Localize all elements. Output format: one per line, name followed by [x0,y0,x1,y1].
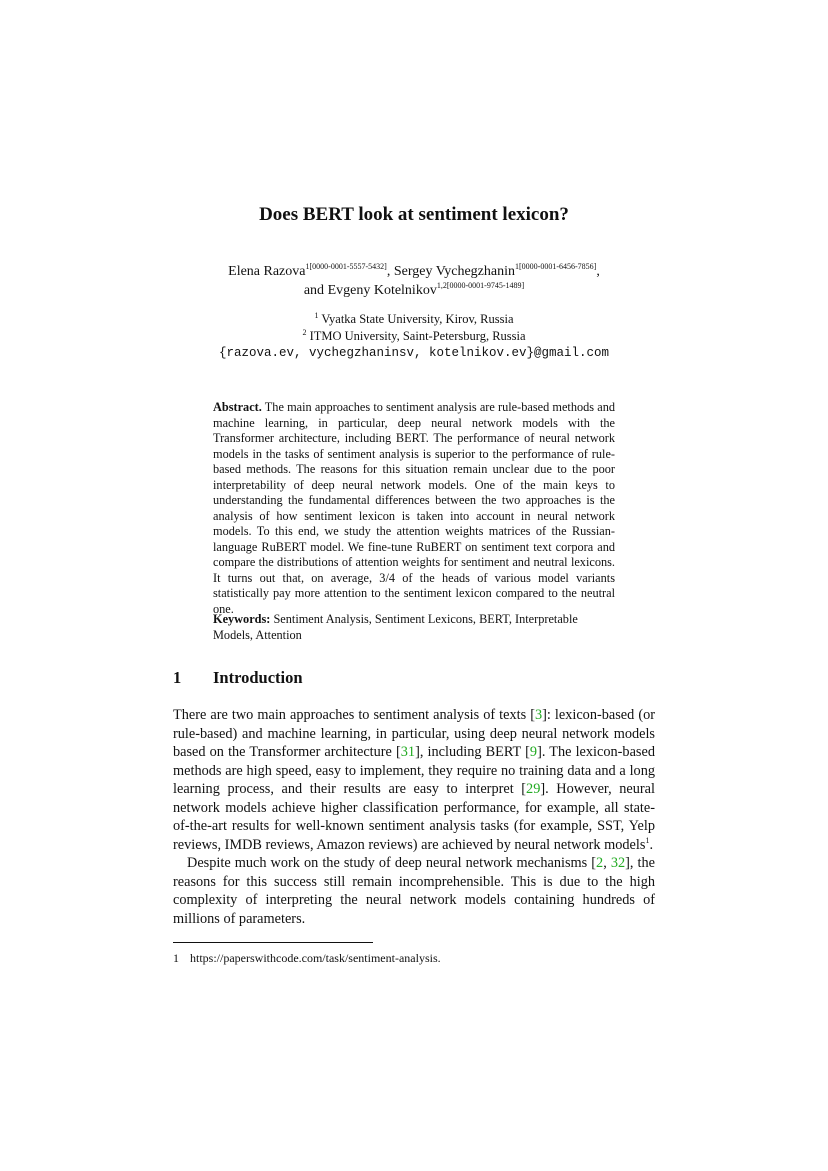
paragraph-text: There are two main approaches to sentiment analysis of texts [ [173,707,535,723]
section-title: Introduction [213,668,303,687]
paper-title: Does BERT look at sentiment lexicon? [259,204,569,225]
affiliation-number: 2 [302,328,307,337]
author-separator: , [386,264,394,279]
paragraph-text: . [649,836,654,853]
footnote-mark: 1 [173,951,179,965]
affiliation-number: 1 [314,311,319,320]
affiliation-text: Vyatka State University, Kirov, Russia [318,312,514,326]
citation-link[interactable]: 2 [596,855,604,871]
citation-link[interactable]: 9 [529,744,538,760]
paragraph-text: , [603,855,611,871]
author-emails: {razova.ev, vychegzhaninsv, kotelnikov.ev}@gmail.com [218,346,610,360]
paragraph-text: ]: lexicon-based (or rule-based) and machine learning, in particular, using deep neural network models based on the Transformer architecture [ [173,707,655,760]
section-number: 1 [173,668,182,687]
author-name: Sergey Vychegzhanin [393,264,516,279]
affiliation-line [0,328,828,345]
section-body [173,706,655,928]
footnote-ref[interactable]: 1 [645,835,650,845]
footnote-text: https://paperswithcode.com/task/sentiment-analysis. [190,951,441,965]
citation-link[interactable]: 32 [610,855,626,871]
paragraph-text: Despite much work on the study of deep neural network mechanisms [ [187,855,597,871]
keywords [213,612,615,643]
author-orcid: 1,2[0000-0001-9745-1489] [436,281,525,290]
paragraph-text: ]. The lexicon-based methods are high speed, easy to implement, they require no training data and a long learning process, and their results are easy to interpret [ [173,744,655,797]
author-separator: , [596,264,600,279]
abstract-text: The main approaches to sentiment analysis are rule-based methods and machine learning, in particular, deep neural network models with the Transformer architecture, including BERT. The performance of neural network models in the tasks of sentiment analysis is superior to the performance of rule-based methods. The reasons for this situation remain unclear due to the poor interpretability of deep neural network models. One of the main keys to understanding the fundamental differences between the two approaches is the analysis of how sentiment lexicon is taken into account in neural network models. To this end, we study the attention weights matrices of the Russian-language RuBERT model. We fine-tune RuBERT on sentiment text corpora and compare the distributions of attention weights for sentiment and neutral lexicons. It turns out that, on average, 3/4 of the heads of various model variants statistically pay more attention to the sentiment lexicon compared to the neutral one. [213,400,615,616]
affiliation-line [0,311,828,328]
author-name: Elena Razova [228,264,306,279]
keywords-label: Keywords: [213,612,271,626]
keywords-text: Sentiment Analysis, Sentiment Lexicons, BERT, Interpretable Models, Attention [213,612,578,642]
author-conjunction: and [303,283,328,298]
affiliation-text: ITMO University, Saint-Petersburg, Russia [306,329,526,343]
citation-link[interactable]: 31 [400,744,416,760]
paragraph-text: ], including BERT [ [415,744,530,760]
author-name: Evgeny Kotelnikov [327,283,437,298]
section-heading [173,668,303,688]
abstract-label: Abstract. [213,400,262,414]
abstract [213,400,615,617]
footnote-divider [173,942,373,943]
paragraph [173,854,655,928]
citation-link[interactable]: 3 [534,707,543,723]
author-orcid: 1[0000-0001-6456-7856] [515,262,597,271]
paragraph [173,706,655,854]
affiliations [0,311,828,362]
paragraph-text: ]. However, neural network models achieve higher classification performance, for example, all state-of-the-art results for well-known sentiment analysis tasks (for example, SST, Yelp reviews, IMDB reviews, Amazon reviews) are achieved by neural network models [173,781,656,853]
author-list [0,262,828,300]
author-orcid: 1[0000-0001-5557-5432] [305,262,387,271]
footnote [173,951,441,966]
citation-link[interactable]: 29 [526,781,541,797]
paragraph-text: ], the reasons for this success still remain incomprehensible. This is due to the high complexity of interpreting the neural network models containing hundreds of millions of parameters. [173,855,655,927]
